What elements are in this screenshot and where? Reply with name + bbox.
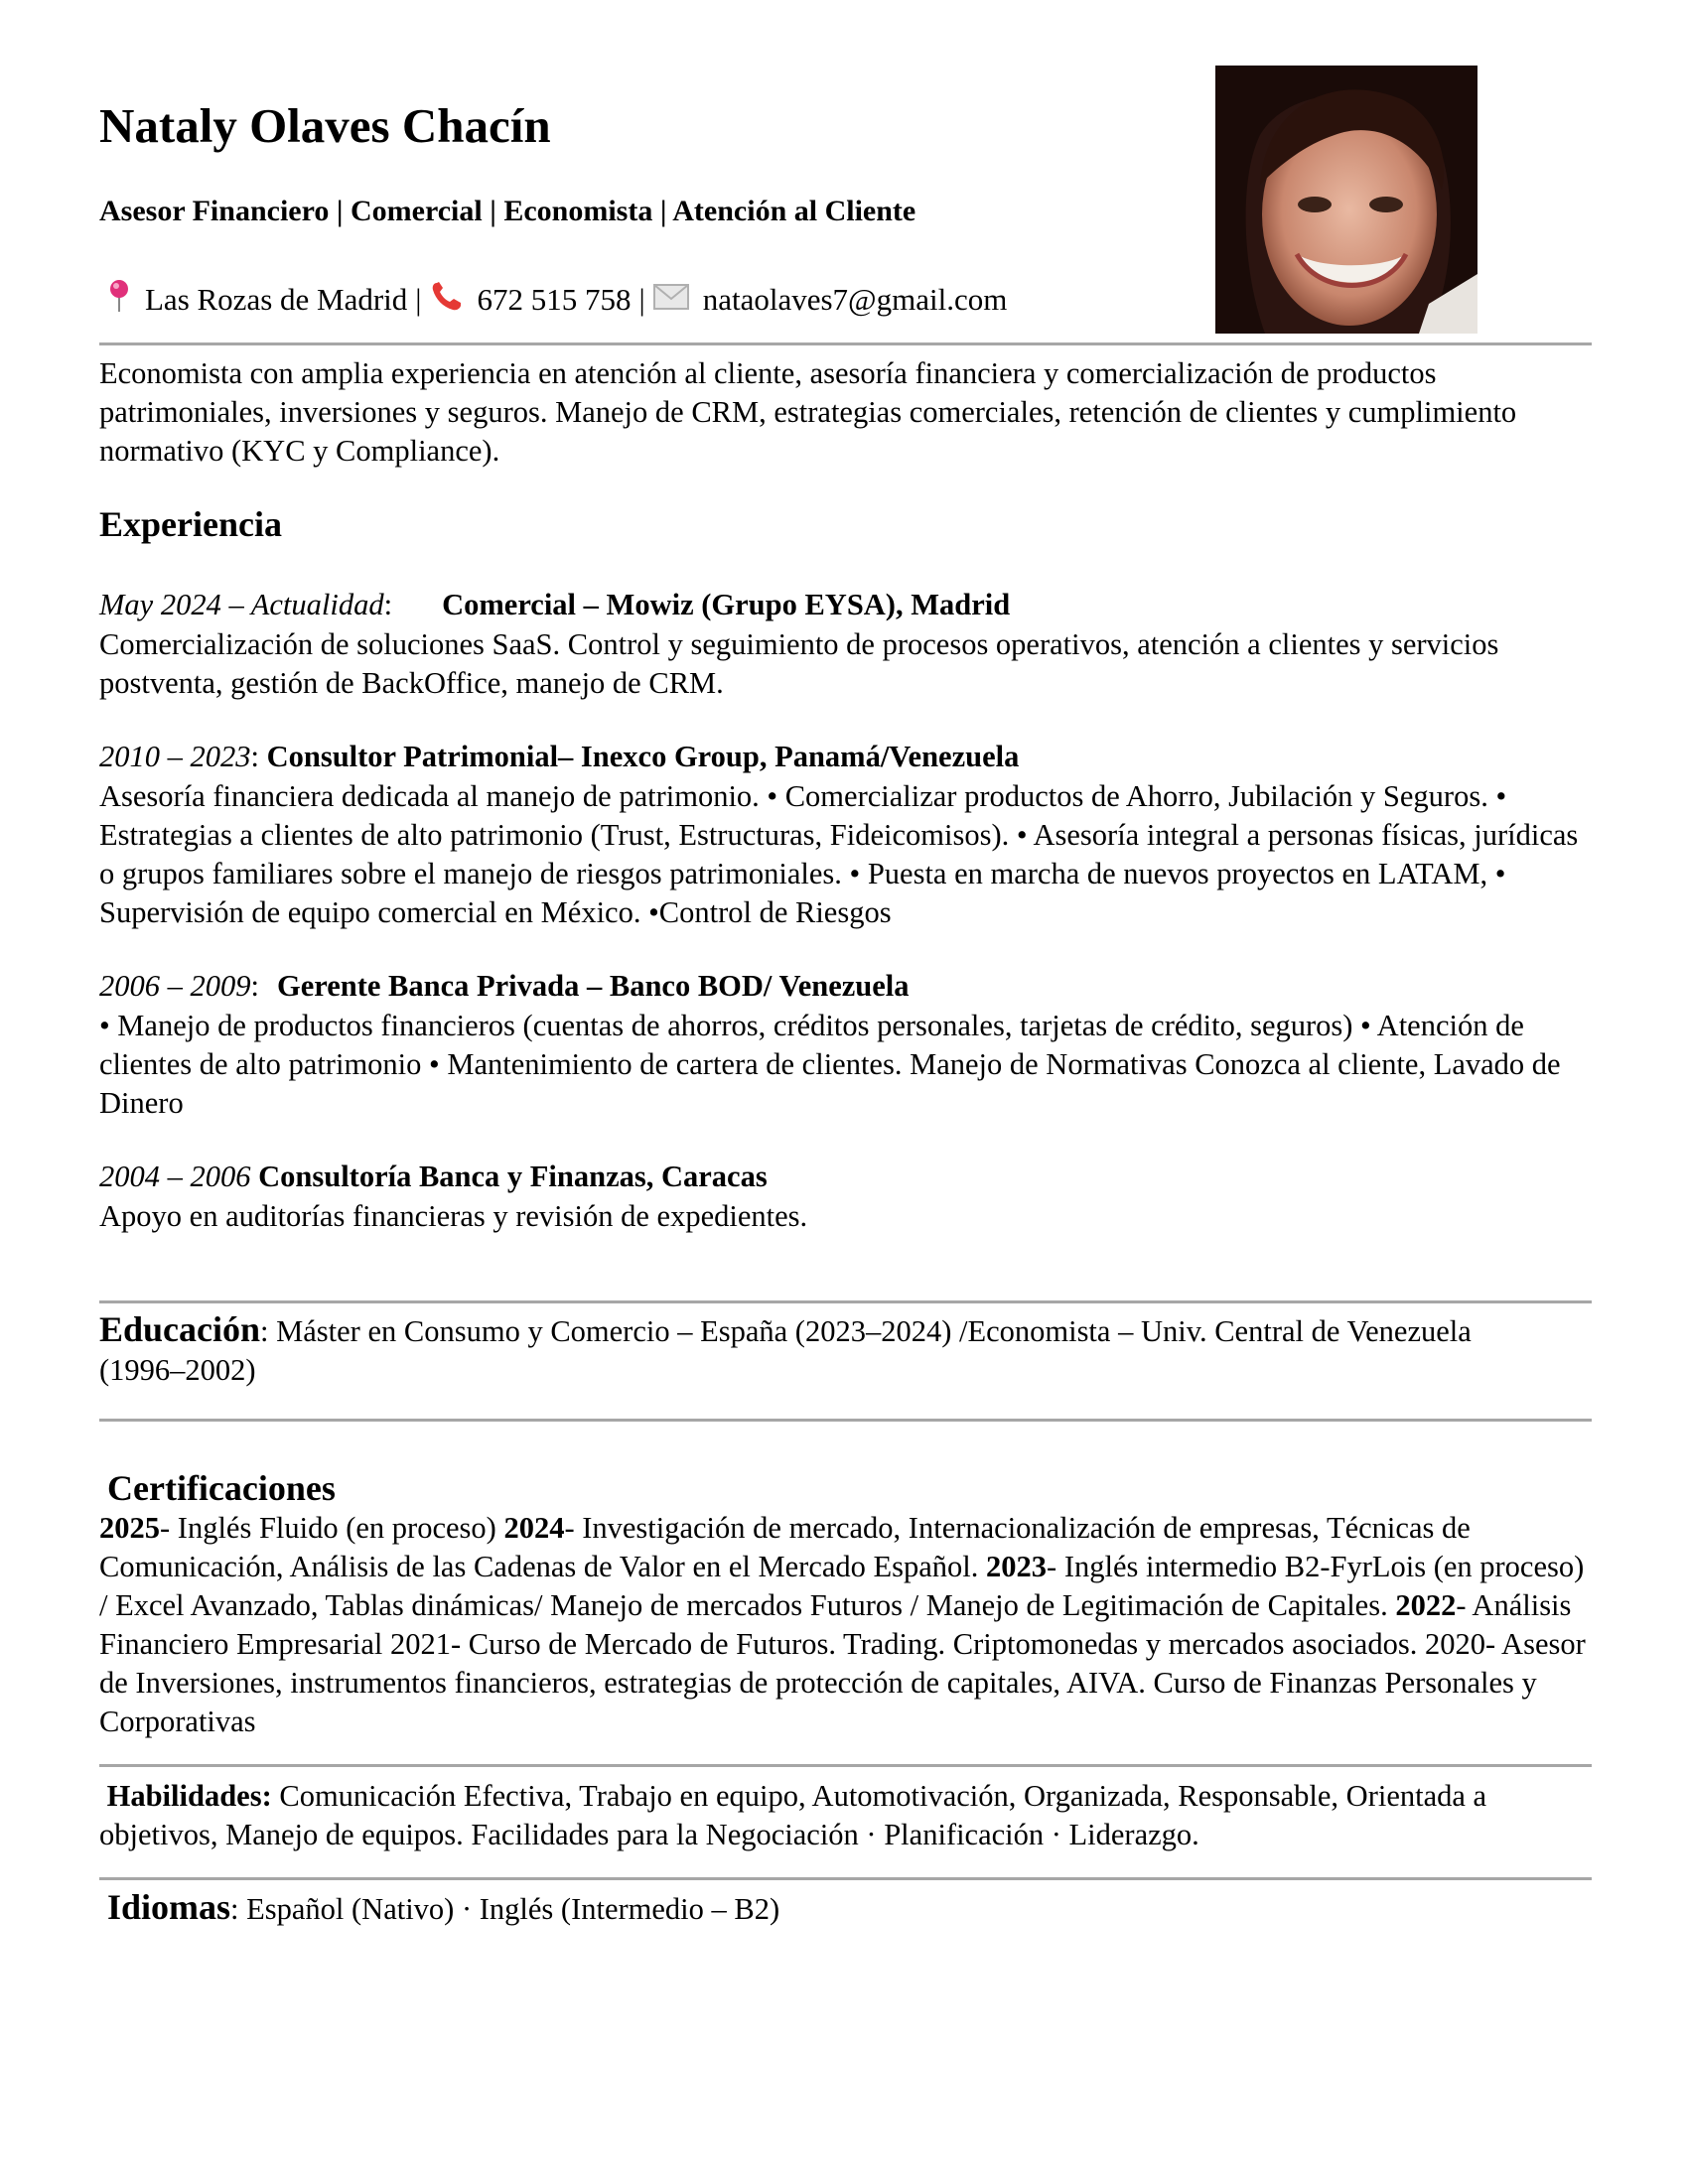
candidate-headline: Asesor Financiero | Comercial | Economista | Atención al Cliente — [99, 195, 916, 227]
envelope-icon — [653, 282, 689, 318]
map-pin-icon — [107, 278, 131, 322]
cert-year: 2025 — [99, 1511, 160, 1545]
cert-year: 2023 — [986, 1550, 1048, 1583]
education-text: : Máster en Consumo y Comercio – España (2023–2024) /Economista – Univ. Central de Venezuela (1996–2002) — [99, 1314, 1472, 1387]
education-heading: Educación — [99, 1309, 261, 1349]
certifications-text — [99, 1509, 1599, 1741]
experience-heading: Experiencia — [99, 504, 282, 544]
job-date: May 2024 – Actualidad — [99, 588, 384, 621]
job-date: 2010 – 2023 — [99, 740, 251, 773]
contact-location: Las Rozas de Madrid — [145, 282, 408, 317]
job-header — [99, 740, 1019, 774]
job-header — [99, 1160, 768, 1194]
job-description: Comercialización de soluciones SaaS. Control y seguimiento de procesos operativos, atención a clientes y servicios postventa, gestión de BackOffice, manejo de CRM. — [99, 627, 1499, 700]
professional-summary: Economista con amplia experiencia en atención al cliente, asesoría financiera y comercialización de productos patrimoniales, inversiones y seguros. Manejo de CRM, estrategias comerciales, retención de clientes y cumplimiento normativo (KYC y Compliance). — [99, 356, 1517, 468]
job-description: Asesoría financiera dedicada al manejo de patrimonio. • Comercializar productos de Ahorro, Jubilación y Seguros. • Estrategias a clientes de alto patrimonio (Trust, Estructuras, Fideicomisos). • Asesoría integral a personas físicas, jurídicas o grupos familiares sobre el manejo de riesgos patrimoniales. • Puesta en marcha de nuevos proyectos en LATAM, • Supervisión de equipo comercial en México. •Control de Riesgos — [99, 779, 1579, 929]
cert-item: - Análisis Financiero Empresarial 2021- Curso de Mercado de Futuros. Trading. Criptomonedas y mercados asociados. 2020- Asesor de Inversiones, instrumentos financieros, estrategias de protección de capitales, AIVA. Curso de Finanzas Personales y Corporativas — [99, 1588, 1586, 1738]
job-role: Gerente Banca Privada – Banco BOD/ Venezuela — [276, 969, 910, 1003]
divider — [99, 1419, 1592, 1422]
job-description: Apoyo en auditorías financieras y revisión de expedientes. — [99, 1199, 808, 1233]
profile-photo — [1215, 66, 1477, 334]
languages-heading: Idiomas — [107, 1887, 231, 1927]
contact-separator: | — [415, 282, 422, 317]
job-header — [99, 588, 1010, 622]
phone-icon — [430, 280, 464, 320]
cert-item: - Inglés Fluido (en proceso) — [160, 1511, 504, 1545]
skills-heading: Habilidades: — [106, 1779, 272, 1813]
skills-text: Comunicación Efectiva, Trabajo en equipo, Automotivación, Organizada, Responsable, Orientada a objetivos, Manejo de equipos. Facilidades para la Negociación · Planificación · Liderazgo. — [99, 1779, 1487, 1851]
job-role: Consultoría Banca y Finanzas, Caracas — [258, 1160, 768, 1193]
divider — [99, 1300, 1592, 1303]
job-role: Comercial – Mowiz (Grupo EYSA), Madrid — [442, 588, 1011, 621]
job-header — [99, 969, 910, 1004]
languages-section — [107, 1888, 1607, 1929]
divider — [99, 342, 1592, 345]
candidate-name: Nataly Olaves Chacín — [99, 98, 551, 153]
languages-text: : Español (Nativo) · Inglés (Intermedio – B2) — [230, 1892, 780, 1926]
job-date: 2006 – 2009 — [99, 969, 251, 1003]
job-date: 2004 – 2006 — [99, 1160, 251, 1193]
job-description: • Manejo de productos financieros (cuentas de ahorros, créditos personales, tarjetas de crédito, seguros) • Atención de clientes de alto patrimonio • Mantenimiento de cartera de clientes. Manejo de Normativas Conozca al cliente, Lavado de Dinero — [99, 1009, 1561, 1120]
skills-section — [99, 1777, 1599, 1854]
cert-item: - Inglés intermedio B2-FyrLois (en proceso) / Excel Avanzado, Tablas dinámicas/ Manejo de mercados Futuros / Manejo de Legitimación de Capitales. — [99, 1550, 1585, 1622]
contact-phone[interactable]: 672 515 758 — [477, 282, 632, 317]
cert-item: - Investigación de mercado, Internacionalización de empresas, Técnicas de Comunicación, Análisis de las Cadenas de Valor en el Mercado Español. — [99, 1511, 1471, 1583]
contact-email[interactable]: nataolaves7@gmail.com — [702, 282, 1008, 317]
job-date-colon: : — [250, 969, 259, 1003]
job-date-colon: : — [383, 588, 393, 621]
contact-line — [107, 278, 1007, 322]
contact-separator: | — [638, 282, 645, 317]
cert-year: 2022 — [1395, 1588, 1457, 1622]
education-section — [99, 1310, 1549, 1390]
divider — [99, 1764, 1592, 1767]
certifications-heading: Certificaciones — [107, 1468, 336, 1508]
job-role: Consultor Patrimonial– Inexco Group, Panamá/Venezuela — [266, 740, 1020, 773]
job-date-colon: : — [250, 740, 259, 773]
cert-year: 2024 — [503, 1511, 565, 1545]
divider — [99, 1877, 1592, 1880]
